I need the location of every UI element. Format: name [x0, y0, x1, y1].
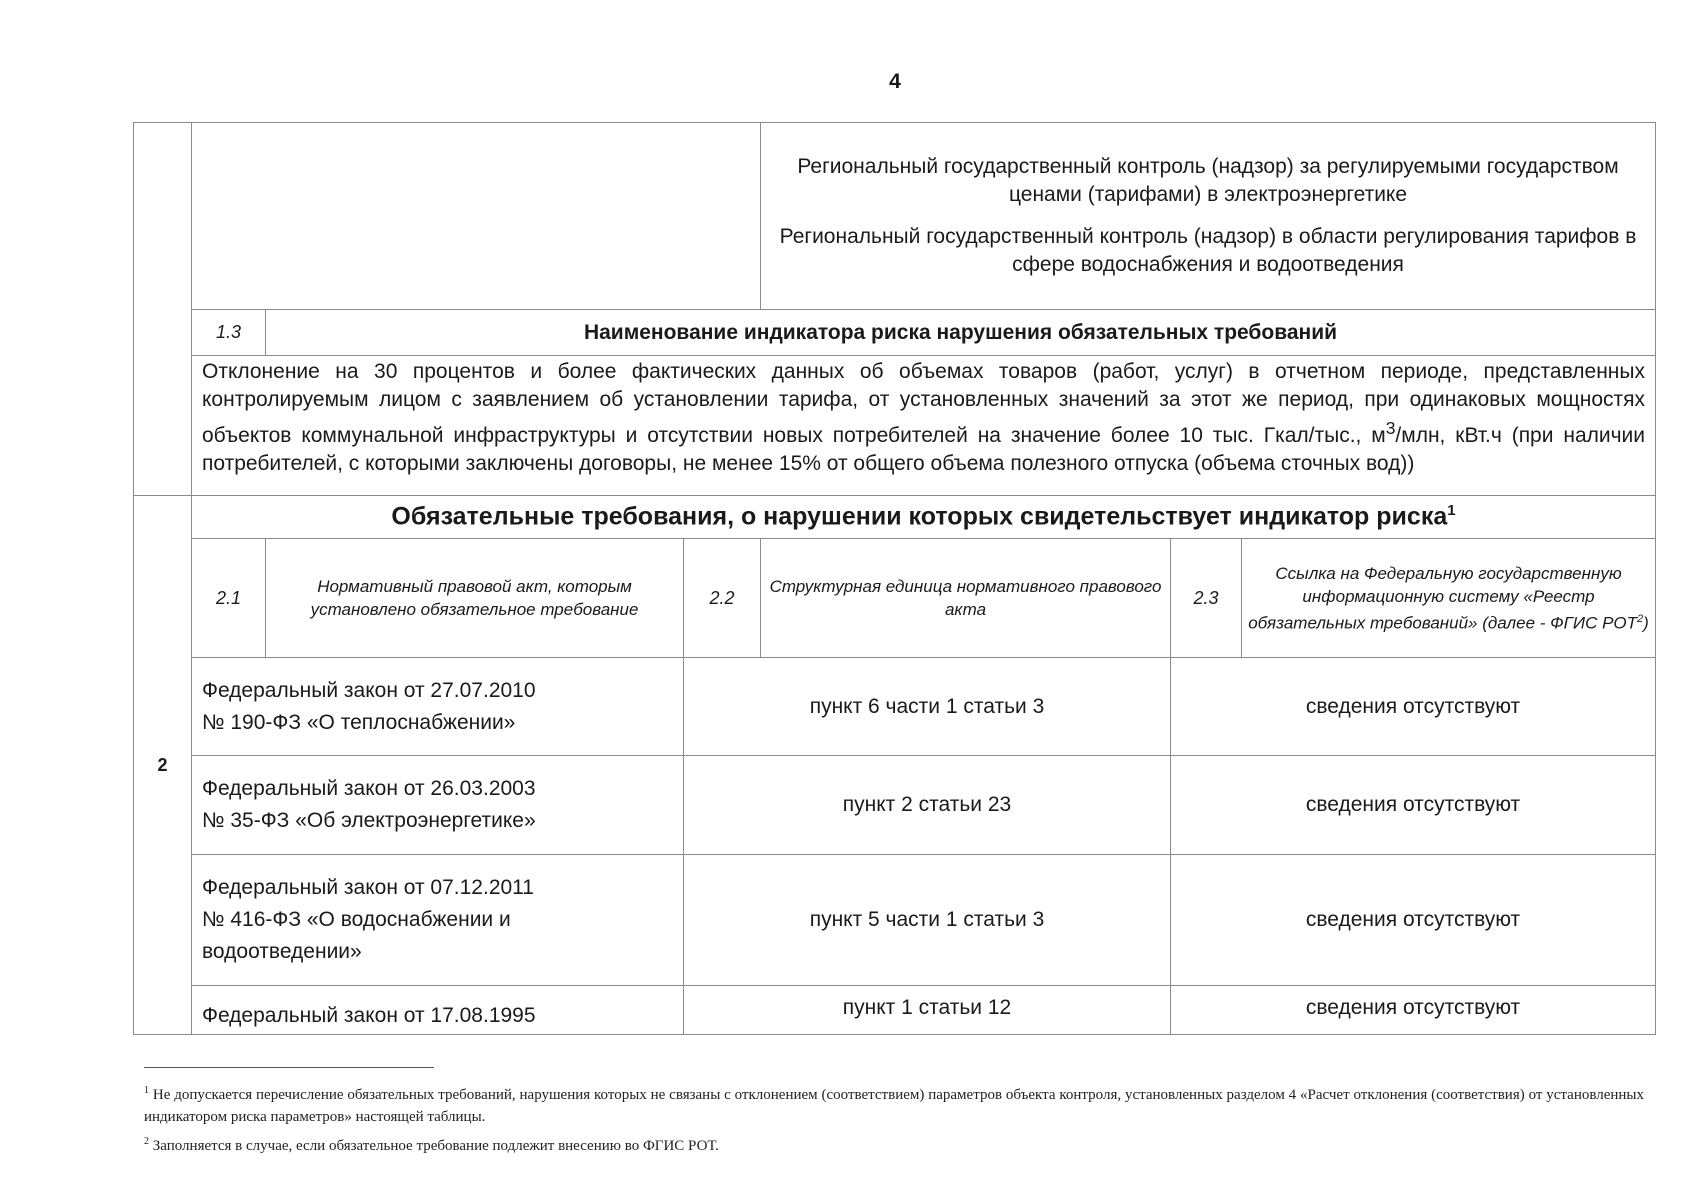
- footnote-ref-2[interactable]: 2: [1637, 612, 1644, 625]
- structural-unit-cell: пункт 5 части 1 статьи 3: [684, 855, 1171, 986]
- fgis-reference-cell: сведения отсутствуют: [1171, 658, 1656, 756]
- structural-unit-cell: пункт 2 статьи 23: [684, 756, 1171, 855]
- table-row: [134, 658, 1656, 756]
- legal-act-cell: Федеральный закон от 07.12.2011 № 416-ФЗ «О водоснабжении и водоотведении»: [192, 855, 684, 986]
- requirements-title: Обязательные требования, о нарушении которых свидетельствует индикатор риска$^1$: [192, 496, 1656, 539]
- control-types-row: [134, 123, 1656, 310]
- col-label-structural-unit: Структурная единица нормативного правового акта: [761, 539, 1171, 658]
- columns-header-row: [134, 539, 1656, 658]
- col-number-2-1: 2.1: [192, 539, 266, 658]
- fgis-reference-cell: сведения отсутствуют: [1171, 986, 1656, 1035]
- footnote-ref-1[interactable]: 1: [1447, 502, 1456, 520]
- fgis-reference-cell: сведения отсутствуют: [1171, 855, 1656, 986]
- indicator-text-row: [134, 356, 1656, 496]
- col-number-2-2: 2.2: [684, 539, 761, 658]
- indicator-description: Отклонение на 30 процентов и более фактических данных об объемах товаров (работ, услуг) в отчетном периоде, представленных контролируемым лицом с заявлением об установлении тарифа, от установленных значений за этот же период, при одинаковых мощностях объектов коммунальной инфраструктуры и отсутствии новых потребителей на значение более 10 тыс. Гкал/тыс., $м^3$/млн, кВт.ч (при наличии потребителей, с которыми заключены договоры, не менее 15% от общего объема полезного отпуска (объема сточных вод)): [192, 356, 1656, 496]
- page-number: 4: [889, 70, 901, 93]
- col-number-2-3: 2.3: [1171, 539, 1242, 658]
- legal-act-cell: Федеральный закон от 26.03.2003 № 35-ФЗ «Об электроэнергетике»: [192, 756, 684, 855]
- section2-number: 2: [134, 496, 192, 1035]
- table-row: [134, 756, 1656, 855]
- structural-unit-cell: пункт 6 части 1 статьи 3: [684, 658, 1171, 756]
- fgis-reference-cell: сведения отсутствуют: [1171, 756, 1656, 855]
- col-label-fgis-reference: Ссылка на Федеральную государственную информационную систему «Реестр обязательных требований» (далее - ФГИС РОТ$^2$): [1242, 539, 1656, 658]
- indicator-header-row: [134, 310, 1656, 356]
- legal-act-cell: Федеральный закон от 27.07.2010 № 190-ФЗ «О теплоснабжении»: [192, 658, 684, 756]
- table-row: [134, 855, 1656, 986]
- control-type-electricity: Региональный государственный контроль (надзор) за регулируемыми государством ценами (тарифами) в электроэнергетике: [797, 155, 1619, 206]
- section1-number-cell: [134, 123, 192, 496]
- footnote-1: $^1$ Не допускается перечисление обязательных требований, нарушения которых не связаны с отклонением (соответствием) параметров объекта контроля, установленных разделом 4 «Расчет отклонения (соответствия) от установленных индикатором риска параметров» настоящей таблицы.: [144, 1085, 1645, 1125]
- control-type-water: Региональный государственный контроль (надзор) в области регулирования тарифов в сфере водоснабжения и водоотведения: [779, 225, 1637, 276]
- structural-unit-cell: пункт 1 статьи 12: [684, 986, 1171, 1035]
- requirements-title-row: [134, 496, 1656, 539]
- control-types-cell: [761, 123, 1656, 310]
- footnote-2: $^2$ Заполняется в случае, если обязательное требование подлежит внесению во ФГИС РОТ.: [144, 1136, 719, 1154]
- indicator-number: 1.3: [192, 310, 266, 356]
- indicator-header: Наименование индикатора риска нарушения обязательных требований: [266, 310, 1656, 356]
- footnotes: [144, 1080, 1644, 1160]
- footnote-divider: [144, 1067, 434, 1068]
- empty-cell: [192, 123, 761, 310]
- table-row: [134, 986, 1656, 1035]
- legal-act-cell: Федеральный закон от 17.08.1995: [192, 986, 684, 1035]
- col-label-legal-act: Нормативный правовой акт, которым установлено обязательное требование: [266, 539, 684, 658]
- risk-indicator-table: [133, 122, 1656, 1035]
